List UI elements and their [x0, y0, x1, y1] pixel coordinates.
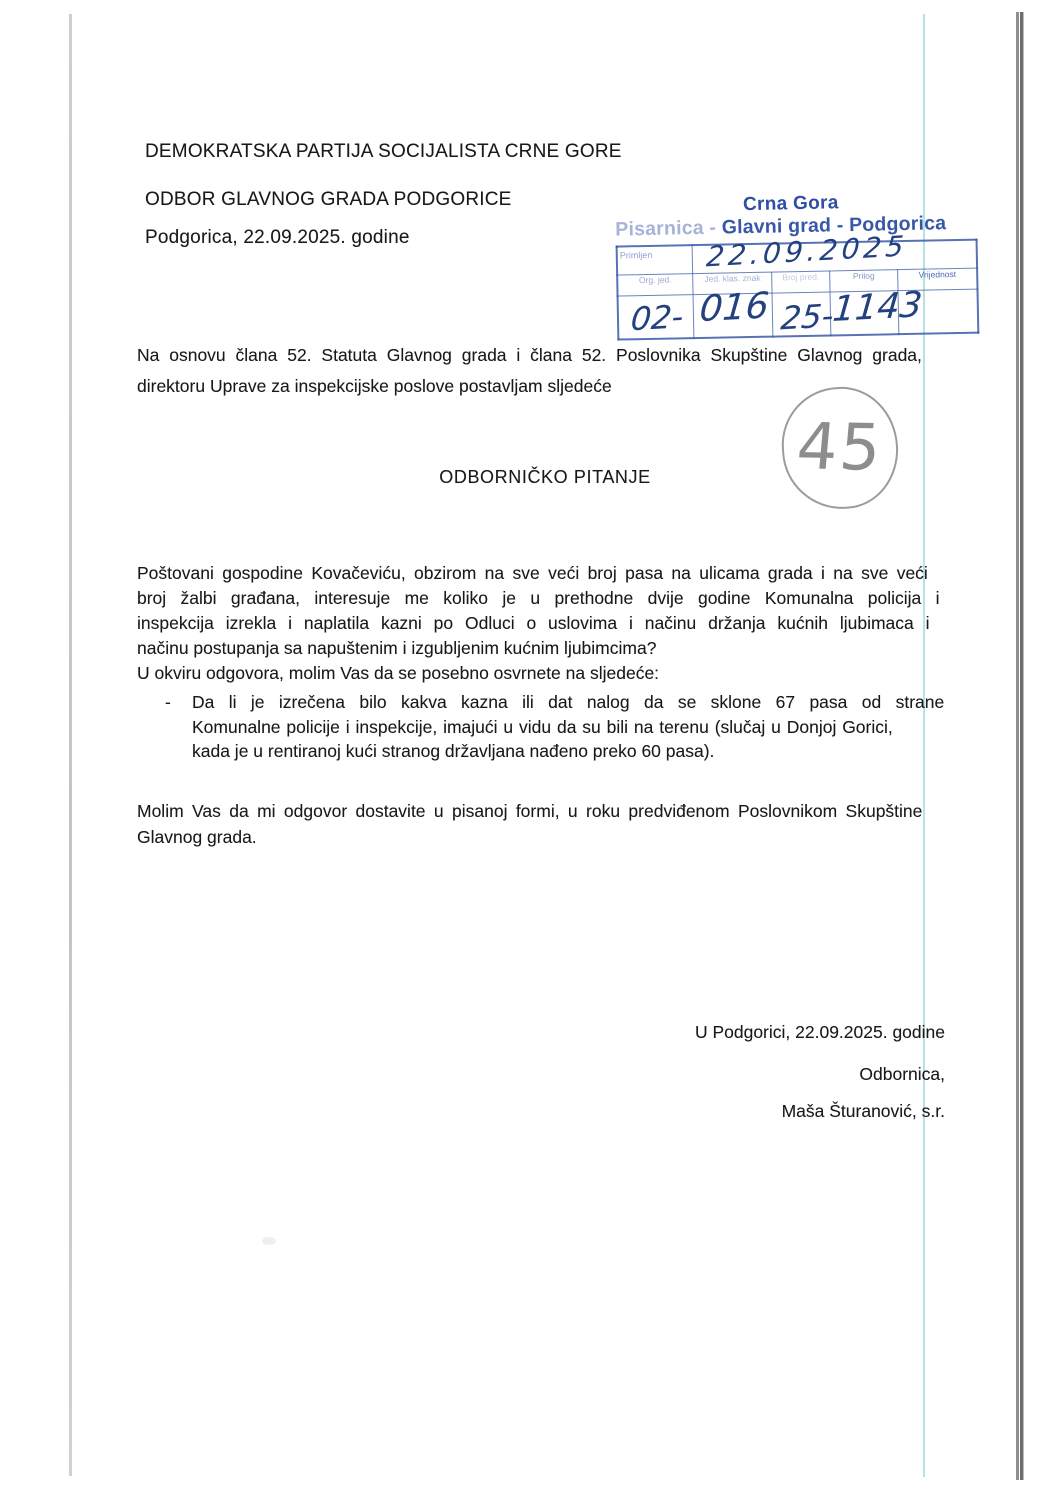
stamp-office-prefix: Pisarnica - [615, 216, 722, 241]
text-line: U okviru odgovora, molim Vas da se posebno osvrnete na sljedeće: [137, 663, 660, 683]
document-title: ODBORNIČKO PITANJE [439, 467, 651, 487]
text-line: inspekcija izrekla i naplatila kazni po Odluci o uslovima i načinu držanja kućnih ljubimaca i [137, 613, 930, 633]
letterhead-place-date: Podgorica, 22.09.2025. godine [145, 227, 410, 248]
scan-artifact-left-line [69, 14, 72, 1476]
text-line: kada je u rentiranoj kući stranog državljana nađeno preko 60 pasa). [192, 741, 715, 761]
bullet-item [165, 690, 953, 764]
stamp-value-broj-pred: 25- [779, 296, 836, 338]
stamp-value-prilog: 1143 [830, 285, 924, 331]
stamp-received-label: Primljen [617, 245, 693, 275]
letterhead-board-name: ODBOR GLAVNOG GRADA PODGORICE [145, 189, 512, 210]
text-line: Da li je izrečena bilo kakva kazna ili dat nalog da se sklone 67 pasa od strane [192, 692, 945, 712]
signature-name: Maša Šturanović, s.r. [781, 1101, 945, 1121]
text-line: načinu postupanja sa napuštenim i izgubljenim kućnim ljubimcima? [137, 638, 657, 658]
stamp-col-prilog: Prilog [829, 270, 898, 292]
stamp-col-broj-pred: Broj pred. [772, 271, 830, 293]
scan-artifact-smudge [262, 1237, 276, 1245]
signature-role: Odbornica, [859, 1064, 945, 1084]
text-line: Molim Vas da mi odgovor dostavite u pisanoj formi, u roku predviđenom Poslovnikom Skupštine [137, 801, 923, 821]
registry-stamp [615, 189, 990, 340]
text-line: Glavnog grada. [137, 827, 257, 847]
handwritten-case-number: 45 [794, 410, 886, 486]
stamp-col-klas-znak: Jed. klas. znak [693, 272, 773, 295]
stamp-office-main: Glavni grad - Podgorica [721, 212, 947, 239]
stamp-col-org-jed: Org. jed. [617, 274, 693, 296]
stamp-country: Crna Gora [742, 192, 839, 216]
handwritten-case-number-circle [779, 384, 901, 512]
body-paragraph [137, 561, 953, 686]
text-line: direktoru Uprave za inspekcijske poslove postavljam sljedeće [137, 376, 612, 396]
signature-place-date: U Podgorici, 22.09.2025. godine [694, 1022, 945, 1042]
stamp-value-klas-znak: 016 [698, 285, 771, 331]
scan-artifact-right-edge-line [1016, 12, 1019, 1480]
text-line: Na osnovu člana 52. Statuta Glavnog grada i člana 52. Poslovnika Skupštine Glavnog grada, [137, 345, 922, 365]
stamp-received-date-handwritten: 22.09.2025 [705, 229, 909, 274]
bullet-marker: - [165, 692, 171, 712]
stamp-table [616, 229, 980, 341]
scan-artifact-right-edge-line-2 [1020, 12, 1024, 1480]
letterhead-party-name: DEMOKRATSKA PARTIJA SOCIJALISTA CRNE GORE [145, 141, 622, 162]
closing-paragraph [137, 798, 953, 850]
stamp-value-org-jed: 02- [629, 297, 685, 339]
stamp-col-vrijednost: Vrijednost [898, 268, 978, 291]
text-line: Poštovani gospodine Kovačeviću, obzirom na sve veći broj pasa na ulicama grada i na sve veći [137, 563, 928, 583]
text-line: broj žalbi građana, interesuje me koliko je u prethodne dvije godine Komunalna policija i [137, 588, 940, 608]
text-line: Komunalne policije i inspekcije, imajući u vidu da su bili na terenu (slučaj u Donjoj Gorici, [192, 716, 893, 737]
